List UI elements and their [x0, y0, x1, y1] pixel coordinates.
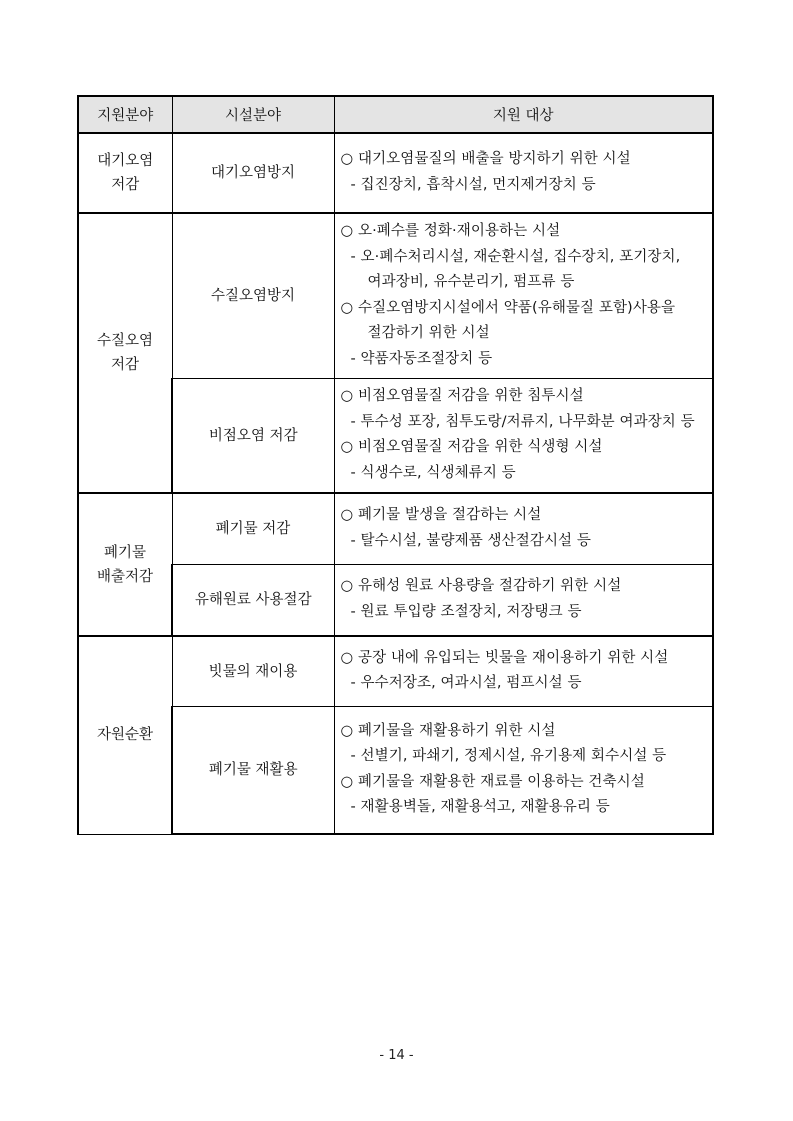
target-line: ○ 비점오염물질 저감을 위한 식생형 시설 [340, 439, 603, 455]
facility-cell: 비점오염 저감 [172, 379, 334, 494]
target-cell [334, 133, 713, 213]
area-label: 저감 [111, 177, 140, 193]
header-support-target: 지원 대상 [334, 96, 713, 133]
table-row [78, 133, 713, 213]
target-line: ○ 수질오염방지시설에서 약품(유해물질 포함)사용을 [340, 299, 676, 316]
target-cell [334, 707, 713, 835]
target-cell [334, 213, 713, 379]
target-line: - 약품자동조절장치 등 [350, 350, 493, 367]
table-row [78, 379, 713, 494]
target-cell [334, 636, 713, 707]
table-header-row [78, 96, 713, 133]
header-support-area: 지원분야 [78, 96, 172, 133]
facility-cell: 빗물의 재이용 [172, 636, 334, 707]
area-label: 배출저감 [96, 568, 154, 585]
area-cell-resource [78, 636, 172, 834]
area-cell-water [78, 213, 172, 493]
target-line: - 오·폐수처리시설, 재순환시설, 집수장치, 포기장치, [350, 248, 681, 265]
area-label: 폐기물 [103, 544, 147, 561]
target-line: - 원료 투입량 조절장치, 저장탱크 등 [350, 603, 582, 620]
table-row [78, 636, 713, 707]
area-cell-waste [78, 493, 172, 636]
area-label: 대기오염 [97, 153, 154, 169]
header-facility-area: 시설분야 [172, 96, 334, 133]
facility-cell: 폐기물 재활용 [172, 707, 334, 835]
target-cell [334, 565, 713, 637]
target-cell [334, 379, 713, 494]
target-line: ○ 유해성 원료 사용량을 절감하기 위한 시설 [340, 578, 622, 594]
target-line: ○ 폐기물 발생을 절감하는 시설 [340, 507, 542, 523]
table-row [78, 565, 713, 637]
table-row [78, 707, 713, 835]
target-line: ○ 오·폐수를 정화·재이용하는 시설 [340, 223, 561, 239]
target-line: - 식생수로, 식생체류지 등 [350, 464, 516, 481]
target-line: ○ 폐기물을 재활용하기 위한 시설 [340, 722, 556, 739]
target-line: - 탈수시설, 불량제품 생산절감시설 등 [350, 532, 591, 549]
area-label: 저감 [110, 357, 139, 373]
facility-cell: 수질오염방지 [172, 213, 334, 379]
target-line: ○ 비점오염물질 저감을 위한 침투시설 [340, 388, 584, 404]
target-line: 여과장비, 유수분리기, 펌프류 등 [367, 274, 575, 290]
target-line: - 선별기, 파쇄기, 정제시설, 유기용제 회수시설 등 [350, 748, 667, 764]
target-cell [334, 493, 713, 565]
facility-cell: 유해원료 사용절감 [172, 565, 334, 637]
area-label: 수질오염 [96, 333, 154, 349]
target-line: ○ 공장 내에 유입되는 빗물을 재이용하기 위한 시설 [340, 649, 669, 666]
target-line: - 투수성 포장, 침투도랑/저류지, 나무화분 여과장치 등 [350, 413, 695, 430]
target-line: - 재활용벽돌, 재활용석고, 재활용유리 등 [350, 799, 610, 815]
facility-cell: 대기오염방지 [172, 133, 334, 213]
support-target-table [77, 95, 714, 835]
facility-cell: 폐기물 저감 [172, 493, 334, 565]
target-line: ○ 대기오염물질의 배출을 방지하기 위한 시설 [340, 151, 631, 167]
page-number: - 14 - [379, 1048, 414, 1063]
area-cell-air [78, 133, 172, 213]
target-line: - 집진장치, 흡착시설, 먼지제거장치 등 [350, 176, 596, 193]
target-line: - 우수저장조, 여과시설, 펌프시설 등 [350, 675, 582, 691]
area-label: 자원순환 [96, 727, 154, 744]
target-line: ○ 폐기물을 재활용한 재료를 이용하는 건축시설 [340, 773, 645, 790]
target-line: 절감하기 위한 시설 [367, 325, 490, 341]
table-row [78, 213, 713, 379]
table-row [78, 493, 713, 565]
